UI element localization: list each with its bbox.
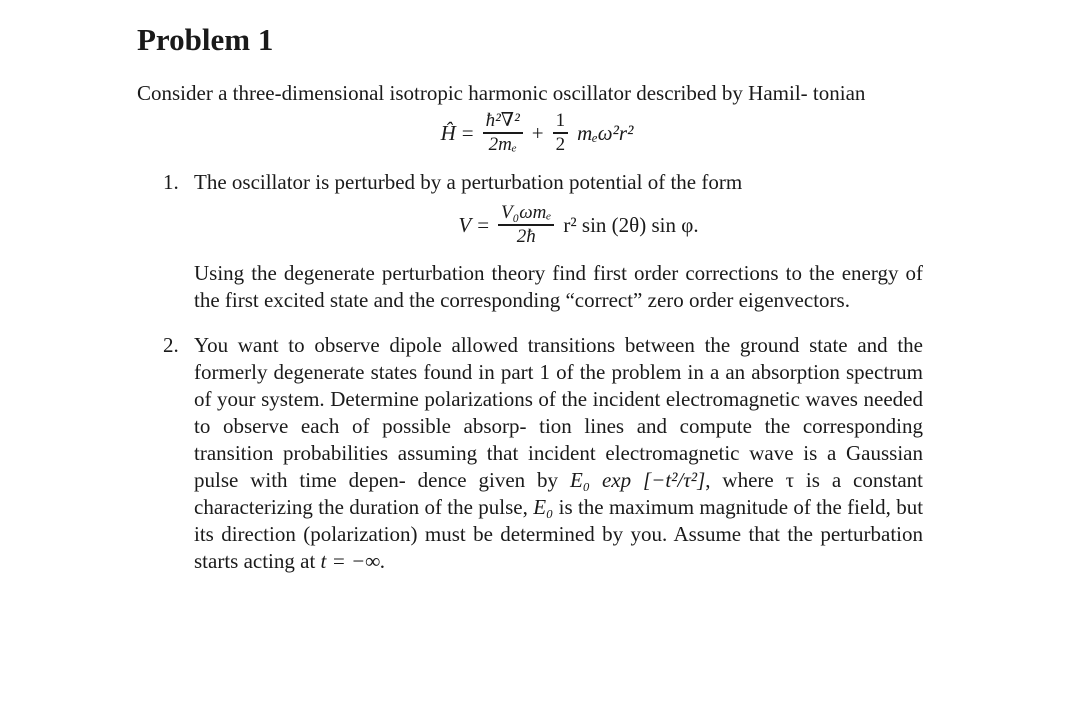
half-numerator: 1 — [555, 110, 566, 132]
kinetic-fraction — [483, 110, 523, 155]
kinetic-numerator: ħ²∇² — [485, 110, 520, 132]
start-time: t = −∞. — [320, 549, 386, 573]
perturbation-tail: r² sin (2θ) sin φ. — [563, 212, 699, 237]
document-page — [137, 22, 923, 575]
item-body-part2: , where τ is a constant characterizing the duration of the pulse, — [194, 468, 924, 519]
item-body-part3: is the maximum magnitude of the field, but its direction (polarization) must be determined by you. Assume that the perturbation starts acting at — [194, 495, 924, 573]
list-item — [137, 169, 923, 314]
perturbation-fraction — [498, 202, 554, 247]
perturbation-numerator: V₀ωmₑ — [501, 202, 552, 224]
kinetic-denominator: 2mₑ — [488, 133, 517, 155]
perturbation-denominator: 2ħ — [516, 225, 536, 247]
item-body-part1: You want to observe dipole allowed transitions between the ground state and the formerly degenerate states found in part 1 of the problem in a an absorption spectrum of your system. Determine polarizations of the incident electromagnetic waves needed to observe each of possible absorp- tion lines and compute the corresponding transition probabilities assuming that incident electromagnetic wave is a Gaussian pulse with time depen- dence given by — [194, 333, 923, 492]
intro-paragraph: Consider a three-dimensional isotropic harmonic oscillator described by Hamil- tonian — [137, 81, 866, 105]
half-denominator: 2 — [555, 133, 566, 155]
hamiltonian-equation — [137, 107, 923, 159]
item-body: Using the degenerate perturbation theory find first order corrections to the energy of the first excited state and the corresponding “correct” zero order eigenvectors. — [194, 261, 923, 312]
problem-title: Problem 1 — [137, 22, 274, 57]
problem-items — [137, 169, 923, 575]
e0-symbol: E₀ — [533, 495, 554, 519]
item-number: 1. — [163, 170, 179, 194]
perturbation-lhs: V — [458, 212, 472, 237]
hamiltonian-plus: + — [531, 120, 544, 145]
item-lead: The oscillator is perturbed by a perturbation potential of the form — [194, 170, 743, 194]
item-body — [194, 332, 923, 575]
perturbation-equals: = — [477, 212, 490, 237]
hamiltonian-lhs: Ĥ — [440, 120, 456, 145]
perturbation-equation — [194, 198, 923, 252]
hamiltonian-equals: = — [461, 120, 474, 145]
potential-term: mₑω²r² — [577, 120, 634, 145]
list-item — [137, 332, 923, 575]
pulse-expression: E₀ exp [−t²/τ²] — [569, 468, 706, 492]
half-fraction — [553, 110, 569, 155]
item-number: 2. — [163, 333, 179, 357]
